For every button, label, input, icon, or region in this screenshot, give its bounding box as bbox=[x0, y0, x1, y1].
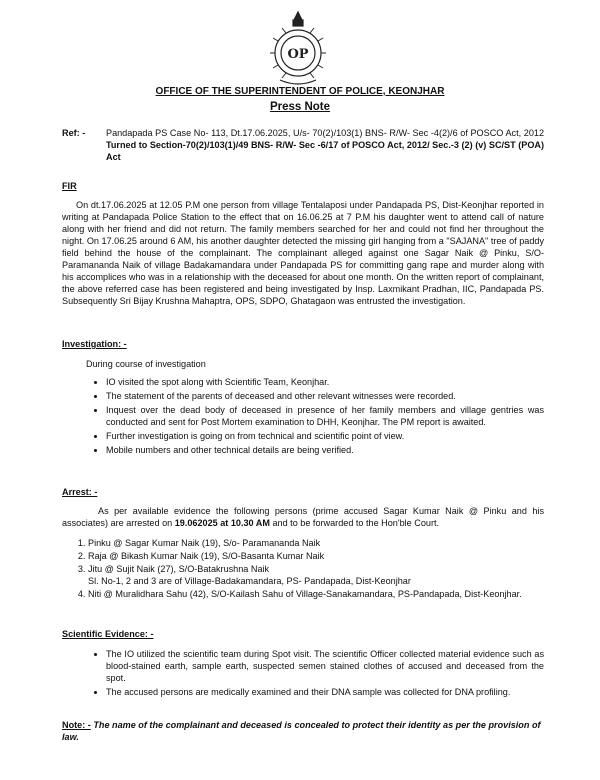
investigation-heading: Investigation: - bbox=[62, 339, 127, 349]
village-note: Sl. No-1, 2 and 3 are of Village-Badakamandara, PS- Pandapada, Dist-Keonjhar bbox=[88, 576, 411, 586]
arrested-person-text: Jitu @ Sujit Naik (27), S/O-Batakrushna Naik bbox=[88, 564, 270, 574]
scientific-list bbox=[62, 648, 544, 698]
list-item: • Further investigation is going on from technical and scientific point of view. bbox=[106, 430, 544, 442]
arrest-date: 19.062025 at 10.30 AM bbox=[174, 518, 270, 528]
arrest-section bbox=[62, 486, 544, 601]
reference-block bbox=[62, 127, 544, 163]
note-label: Note: - bbox=[62, 720, 91, 730]
list-item: • The statement of the parents of deceased and other relevant witnesses were recorded. bbox=[106, 390, 544, 402]
odisha-police-emblem-icon bbox=[262, 6, 334, 86]
investigation-intro: During course of investigation bbox=[86, 359, 206, 369]
arrested-person bbox=[88, 563, 544, 587]
scientific-heading: Scientific Evidence: - bbox=[62, 629, 154, 639]
arrest-body bbox=[62, 505, 544, 529]
svg-text:OP: OP bbox=[287, 47, 309, 62]
ref-text bbox=[106, 127, 544, 163]
scientific-evidence-section bbox=[62, 628, 544, 700]
list-item: • The IO utilized the scientific team during Spot visit. The scientific Officer collected material evidence such as blood-stained earth, sample earth, suspected semen stained clothes of accused and deceased from the spot. bbox=[106, 648, 544, 684]
office-heading: OFFICE OF THE SUPERINTENDENT OF POLICE, KEONJHAR bbox=[155, 86, 445, 97]
investigation-section bbox=[62, 338, 544, 458]
fir-body: On dt.17.06.2025 at 12.05 P.M one person from village Tentalaposi under Pandapada PS, Dist-Keonjhar reported in writing at Pandapada Police Station to the effect that on 16.06.25 at 7 P.M his daughter went to attend call of nature along with her friend and did not return. The family members searched for her and could not find her throughout the night. On 17.06.25 around 6 AM, his another daughter detected the missing girl hanging from a "SAJANA" tree of paddy field behind the house of the complainant. The complainant alleged against one Sagar Naik @ Pinku, S/O- Paramananda Naik of village Badakamandara under Pandapada PS for committing gang rape and murder along with his accomplices who was in a relationship with the deceased for about one month. On the written report of complainant, the above referred case has been registered and being investigated by Insp. Laxmikant Pradhan, IIC, Pandapada PS. Subsequently Sri Bijay Krushna Mahaptra, OPS, SDPO, Ghatagaon was entrusted the investigation. bbox=[62, 200, 544, 306]
list-item: • Mobile numbers and other technical details are being verified. bbox=[106, 444, 544, 456]
ref-text-bold: Turned to Section-70(2)/103(1)/49 BNS- R/W- Sec -6/17 of POSCO Act, 2012/ Sec.-3 (2) (v) SC/ST (POA) Act bbox=[106, 140, 544, 162]
arrest-heading: Arrest: - bbox=[62, 487, 98, 497]
list-item: • IO visited the spot along with Scientific Team, Keonjhar. bbox=[106, 376, 544, 388]
arrest-body-post: and to be forwarded to the Hon'ble Court. bbox=[272, 518, 440, 528]
fir-heading: FIR bbox=[62, 181, 77, 191]
ref-text-plain: Pandapada PS Case No- 113, Dt.17.06.2025, U/s- 70(2)/103(1) BNS- R/W- Sec -4(2)/6 of POSCO Act, 2012 bbox=[106, 128, 544, 138]
arrest-body-pre: As per available evidence the following persons (prime accused Sagar Kumar Naik @ Pinku and his associates) are arrested on bbox=[62, 506, 544, 528]
ref-label: Ref: - bbox=[62, 128, 86, 138]
arrested-persons-list bbox=[62, 537, 544, 600]
investigation-list bbox=[62, 376, 544, 456]
press-note-title: Press Note bbox=[269, 101, 331, 113]
list-item: • The accused persons are medically examined and their DNA sample was collected for DNA profiling. bbox=[106, 686, 544, 698]
arrested-person: 1. Pinku @ Sagar Kumar Naik (19), S/o- Paramananda Naik bbox=[88, 537, 544, 549]
list-item: • Inquest over the dead body of deceased in presence of her family members and village gentries was conducted and sent for Post Mortem examination to DHH, Keonjhar. The PM report is awaited. bbox=[106, 404, 544, 428]
arrested-person: 2. Raja @ Bikash Kumar Naik (19), S/O-Basanta Kumar Naik bbox=[88, 550, 544, 562]
note-section bbox=[62, 719, 544, 743]
note-text: The name of the complainant and deceased is concealed to protect their identity as per the provision of law. bbox=[62, 720, 541, 742]
arrested-person: 4. Niti @ Muralidhara Sahu (42), S/O-Kailash Sahu of Village-Sanakamandara, PS-Pandapada, Dist-Keonjhar. bbox=[88, 588, 544, 600]
fir-section bbox=[62, 180, 544, 307]
